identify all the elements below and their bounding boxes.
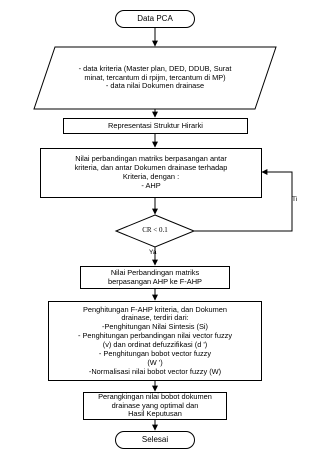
convert-line-1: Nilai Perbandingan matriks (110, 267, 200, 277)
fahp-line-3: -Penghitungan Nilai Sintesis (Si) (102, 322, 208, 332)
fahp-line-2: drainase, terdiri dari: (121, 313, 189, 323)
input-data-node (48, 60, 262, 96)
convert-line-2: berpasangan AHP ke F-AHP (108, 276, 202, 286)
fahp-line-1: Penghitungan F-AHP kriteria, dan Dokumen (82, 304, 228, 314)
no-label: Ti (292, 196, 298, 203)
fahp-process (48, 301, 262, 381)
end-terminal (115, 431, 195, 449)
pairwise-line-1: Nilai perbandingan matriks berpasangan antar (75, 154, 227, 164)
hierarchy-process (63, 118, 248, 134)
start-label: Data PCA (137, 14, 173, 24)
ranking-line-1: Perangkingan nilai bobot dokumen (98, 392, 212, 401)
end-label: Selesai (141, 435, 169, 445)
decision-label: CR < 0.1 (142, 226, 168, 234)
pairwise-line-2: kriteria, dan antar Dokumen drainase terhadap (74, 163, 228, 173)
pairwise-line-3: Kriteria, dengan : (122, 172, 180, 181)
convert-process (80, 266, 230, 289)
fahp-line-6: - Penghitungan bobot vector fuzzy (98, 348, 212, 358)
pairwise-process (40, 148, 262, 198)
input-line-3: - data nilai Dokumen drainase (105, 81, 205, 91)
fahp-line-7: (W ') (147, 357, 163, 367)
ranking-line-3: Hasil Keputusan (128, 409, 182, 419)
yes-label: Ya (149, 249, 157, 256)
input-line-1: - data kriteria (Master plan, DED, DDUB, Surat (78, 63, 232, 73)
input-line-2: minat, tercantum di rpijm, tercantum di MP) (84, 72, 226, 82)
ranking-process (83, 392, 227, 420)
pairwise-line-4: - AHP (141, 180, 161, 190)
ranking-line-2: drainase yang optimal dan (111, 400, 199, 410)
fahp-line-8: -Normalisasi nilai bobot vector fuzzy (W) (88, 366, 222, 376)
start-terminal (115, 10, 195, 28)
fahp-line-4: - Penghitungan perbandingan nilai vector fuzzy (77, 331, 233, 341)
fahp-line-5: (v) dan ordinat defuzzifikasi (d ') (102, 340, 208, 349)
hierarchy-label: Representasi Struktur Hirarki (108, 120, 203, 130)
